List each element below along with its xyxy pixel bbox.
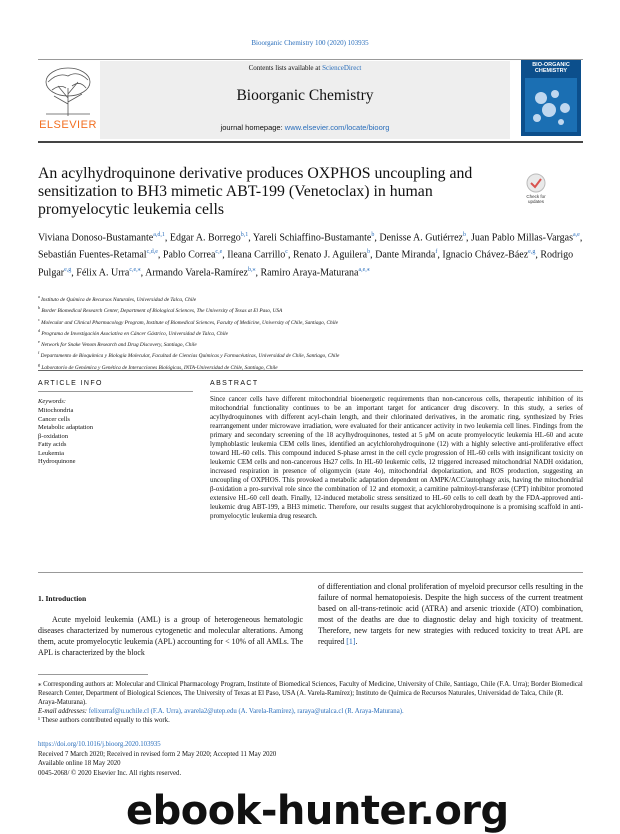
author-affiliation-marker[interactable]: c xyxy=(285,249,288,256)
author-name[interactable]: Denisse A. Gutiérrez xyxy=(379,232,463,244)
introduction-right-text: of differentiation and clonal proliferation of myeloid precursor cells resulting in the failure of normal hematopoiesis. Despite the high success of the current treatment based on all-trans-retinoic acid (ATRA) and arsenic trioxide (ATO) combination, most of the deaths are due to diagnostic delay and high toxicity of treatment. Therefore, new targets for new strategies with reduced toxicity to treat APL are required xyxy=(318,582,583,646)
affiliation: $^e$ Network for Snake Venom Research and Drug Discovery, Santiago, Chile xyxy=(38,339,197,348)
keyword: Cancer cells xyxy=(38,415,70,423)
available-online: Available online 18 May 2020 xyxy=(38,760,121,767)
author-name[interactable]: Rodrigo Pulgar xyxy=(38,249,574,278)
sciencedirect-link[interactable]: ScienceDirect xyxy=(322,64,362,72)
divider xyxy=(38,572,583,573)
contents-line xyxy=(100,64,510,72)
affiliation: $^f$ Departamento de Bioquímica y Biología Molecular, Facultad de Ciencias Químicas y Farmacéuticas, Universidad de Chile, Santiago, Chile xyxy=(38,350,340,360)
elsevier-tree-icon xyxy=(40,66,96,118)
author-name[interactable]: Edgar A. Borrego xyxy=(169,232,241,244)
keyword: β-oxidation xyxy=(38,432,69,440)
affiliation: $^b$ Border Biomedical Research Center, Department of Biological Sciences, The University of Texas at El Paso, USA xyxy=(38,305,283,315)
watermark: ebook-hunter.org xyxy=(126,788,509,834)
email-addresses[interactable]: felixurraf@u.uchile.cl (F.A. Urra), avarela2@utep.edu (A. Varela-Ramírez), raraya@utalca.cl (R. Araya-Maturana). xyxy=(88,708,404,715)
svg-text:Check for: Check for xyxy=(526,194,546,199)
introduction-heading: 1. Introduction xyxy=(38,594,87,603)
cover-title: BIO-ORGANIC CHEMISTRY xyxy=(532,62,570,74)
check-for-updates-icon[interactable] xyxy=(522,172,550,206)
keyword: Leukemia xyxy=(38,449,64,457)
author-affiliation-marker[interactable]: b,⁎ xyxy=(247,266,256,273)
affiliation-list xyxy=(38,293,588,372)
corresponding-author-note: ⁎ Corresponding authors at: Molecular and Clinical Pharmacology Program, Institute of Biomedical Sciences, Faculty of Medicine, University of Chile, Santiago, Chile (F.A. Urra); Border Biomedical Research Center, Department of Biological Sciences, The University of Texas at El Paso, USA (A. Varela-Ramírez); Instituto de Química de Recursos Naturales, Universidad de Talca, Chile (R. Araya-Maturana). xyxy=(38,681,583,706)
reference-link[interactable]: [1] xyxy=(346,637,356,646)
author-affiliation-marker[interactable]: c,e xyxy=(215,249,223,256)
article-meta xyxy=(38,740,276,778)
article-info-rule xyxy=(38,391,193,392)
email-note xyxy=(38,707,583,716)
author-name[interactable]: Ramiro Araya-Maturana xyxy=(260,266,359,278)
homepage-link[interactable]: www.elsevier.com/locate/bioorg xyxy=(284,123,390,132)
keyword: Mitochondria xyxy=(38,407,74,414)
author-affiliation-marker[interactable]: a,d,1 xyxy=(153,232,165,238)
author-name[interactable]: Armando Varela-Ramírez xyxy=(145,266,248,278)
author-affiliation-marker[interactable]: e,g xyxy=(64,266,72,273)
author-list: Viviana Donoso-Bustamante$^{a,d,1}$, Edgar A. Borrego$^{b,1}$, Yareli Schiaffino-Bustamante$^b$, Denisse A. Gutiérrez$^b$, Juan Pablo Millas-Vargas$^{a,e}$, Sebastián Fuentes-Retamal$^{c,d,e}$, Pablo Correa$^{c,e}$, Ileana Carrillo$^c$, Renato J. Aguilera$^b$, Dante Miranda$^f$, Ignacio Chávez-Báez$^{e,g}$, Rodrigo Pulgar$^{e,g}$, Félix A. Urra$^{c,e,⁎}$, Armando Varela-Ramírez$^{b,⁎}$, Ramiro Araya-Maturana$^{a,e,⁎}$ xyxy=(38,232,583,278)
elsevier-logo[interactable]: ELSEVIER xyxy=(39,119,97,131)
divider xyxy=(38,370,583,371)
copyright: 0045-2068/ © 2020 Elsevier Inc. All rights reserved. xyxy=(38,769,182,777)
keyword: Metabolic adaptation xyxy=(38,424,94,431)
svg-text:updates: updates xyxy=(527,199,545,204)
author-name[interactable]: Viviana Donoso-Bustamante xyxy=(38,232,154,244)
homepage-prefix: journal homepage: xyxy=(220,123,285,132)
equal-contribution-note: ¹ These authors contributed equally to this work. xyxy=(38,717,170,724)
keyword: Hydroquinone xyxy=(38,458,76,465)
keywords-label: Keywords: xyxy=(38,398,66,405)
keywords-list xyxy=(38,407,93,467)
received-dates: Received 7 March 2020; Received in revised form 2 May 2020; Accepted 11 May 2020 xyxy=(38,750,277,758)
abstract-text: Since cancer cells have different mitochondrial bioenergetic requirements than non-cancerous cells, therapeutic inhibition of its mitochondrial functionality continues to be an important target for anticancer drug discovery. In this study, a series of acylhydroquinones with different acyl-chain length, and their chlorinated derivatives, in the aromatic ring, synthesized by Fries rearrangement under microwave irradiation, were evaluated for their anticancer activity in two leukemia cell lines. Findings from the primary and secondary screening of the 18 acylhydroquinones, tested at 5 μM on acute promyelocytic leukemia HL-60 and acute lymphoblastic leukemia CEM cells lines, identified an acylchlorohydroquinone (12) with a highly selective anti-proliferative effect toward HL-60 cells. This compound induced S-phase arrest in the cell cycle progression of HL-60 cells with insignificant toxicity on leukemic CEM cells and non-cancerous Hs27 cells. In HL-60 leukemic cells, 12 triggered increased mitochondrial NADH oxidation, increased respiration in presence of oligomycin (state 4o), mitochondrial depolarization, and ROS production, suggesting an uncoupling of OXPHOS. This provoked a metabolic adaptation dependent on AMPK/ACC/autophagy axis, having the mitochondrial β-oxidation a pro-survival role since the combination of 12 and etomoxir, a carnitine palmitoyl-transferase (CPT) inhibitor promoted extensive HL-60 cell death. Finally, 12-induced metabolic stress sensitized to HL-60 cells to cell death by the FDA-approved anti-leukemic drug ABT-199, a BH3 mimetic. Therefore, our results suggest that acylchlorohydroquinone is a promising scaffold in anti-promyelocytic leukemia drug research. xyxy=(210,396,583,520)
author-affiliation-marker[interactable]: b xyxy=(367,249,371,256)
email-label: E-mail addresses: xyxy=(38,708,88,715)
abstract-heading: ABSTRACT xyxy=(210,380,259,387)
abstract-rule xyxy=(210,391,583,392)
affiliation: $^g$ Laboratorio de Genómica y Genética de Interacciones Biológicas, INTA-Universidad de Chile, Santiago, Chile xyxy=(38,361,278,371)
author-name[interactable]: Juan Pablo Millas-Vargas xyxy=(470,232,573,244)
contents-prefix: Contents lists available at xyxy=(248,64,323,72)
journal-citation[interactable]: Bioorganic Chemistry 100 (2020) 103935 xyxy=(251,39,369,47)
author-affiliation-marker[interactable]: a,e,⁎ xyxy=(358,266,370,273)
keyword: Fatty acids xyxy=(38,441,67,448)
doi-link[interactable]: https://doi.org/10.1016/j.bioorg.2020.103935 xyxy=(38,741,161,748)
affiliation: $^c$ Molecular and Clinical Pharmacology Program, Institute of Biomedical Sciences, Faculty of Medicine, University of Chile, Santiago, Chile xyxy=(38,316,338,326)
author-name[interactable]: Ignacio Chávez-Báez xyxy=(442,249,529,261)
author-affiliation-marker[interactable]: f xyxy=(435,249,438,256)
author-name[interactable]: Pablo Correa xyxy=(162,249,216,261)
journal-name: Bioorganic Chemistry xyxy=(236,87,374,104)
article-info-heading: ARTICLE INFO xyxy=(38,380,103,387)
footnotes xyxy=(38,680,583,725)
introduction-left-column: Acute myeloid leukemia (AML) is a group of heterogeneous hematologic diseases characterized by numerous cytogenetic and molecular alterations. Among them, acute promyelocytic leukemia (APL) accounting for < 10% of all AMLs. The APL is characterized by the block xyxy=(38,615,303,657)
author-affiliation-marker[interactable]: b,1 xyxy=(240,232,249,238)
author-name[interactable]: Félix A. Urra xyxy=(76,266,130,278)
author-name[interactable]: Ileana Carrillo xyxy=(227,249,286,261)
author-affiliation-marker[interactable]: e,g xyxy=(528,249,536,256)
author-affiliation-marker[interactable]: b xyxy=(371,232,375,238)
header-rule-bottom xyxy=(38,141,583,143)
author-affiliation-marker[interactable]: b xyxy=(462,232,466,238)
affiliation: $^a$ Instituto de Química de Recursos Naturales, Universidad de Talca, Chile xyxy=(38,294,197,303)
author-affiliation-marker[interactable]: c,e,⁎ xyxy=(129,266,141,273)
footnote-rule xyxy=(38,674,148,675)
author-name[interactable]: Dante Miranda xyxy=(375,249,436,261)
author-affiliation-marker[interactable]: c,d,e xyxy=(146,249,158,256)
article-title: An acylhydroquinone derivative produces OXPHOS uncoupling and sensitization to BH3 mimetic ABT-199 (Venetoclax) in human promyelocytic leukemia cells xyxy=(38,165,473,218)
author-name[interactable]: Yareli Schiaffino-Bustamante xyxy=(252,232,372,244)
author-affiliation-marker[interactable]: a,e xyxy=(573,232,580,238)
author-name[interactable]: Renato J. Aguilera xyxy=(292,249,368,261)
affiliation: $^d$ Programa de Investigación Asociativa en Cáncer Gástrico, Universidad de Talca, Chile xyxy=(38,327,228,337)
header-rule-top xyxy=(38,59,583,60)
journal-homepage xyxy=(100,123,510,132)
author-name[interactable]: Sebastián Fuentes-Retamal xyxy=(38,249,147,261)
introduction-right-column: of differentiation and clonal proliferation of myeloid precursor cells resulting in the failure of normal hematopoiesis. Despite the high success of the current treatment based on all-trans-retinoic acid (ATRA) and arsenic trioxide (ATO) combination, most of the deaths are due to diagnostic delay and high toxicity of treatment. Therefore, new targets for new strategies with reduced toxicity to treat APL are required [1]. xyxy=(318,582,583,646)
